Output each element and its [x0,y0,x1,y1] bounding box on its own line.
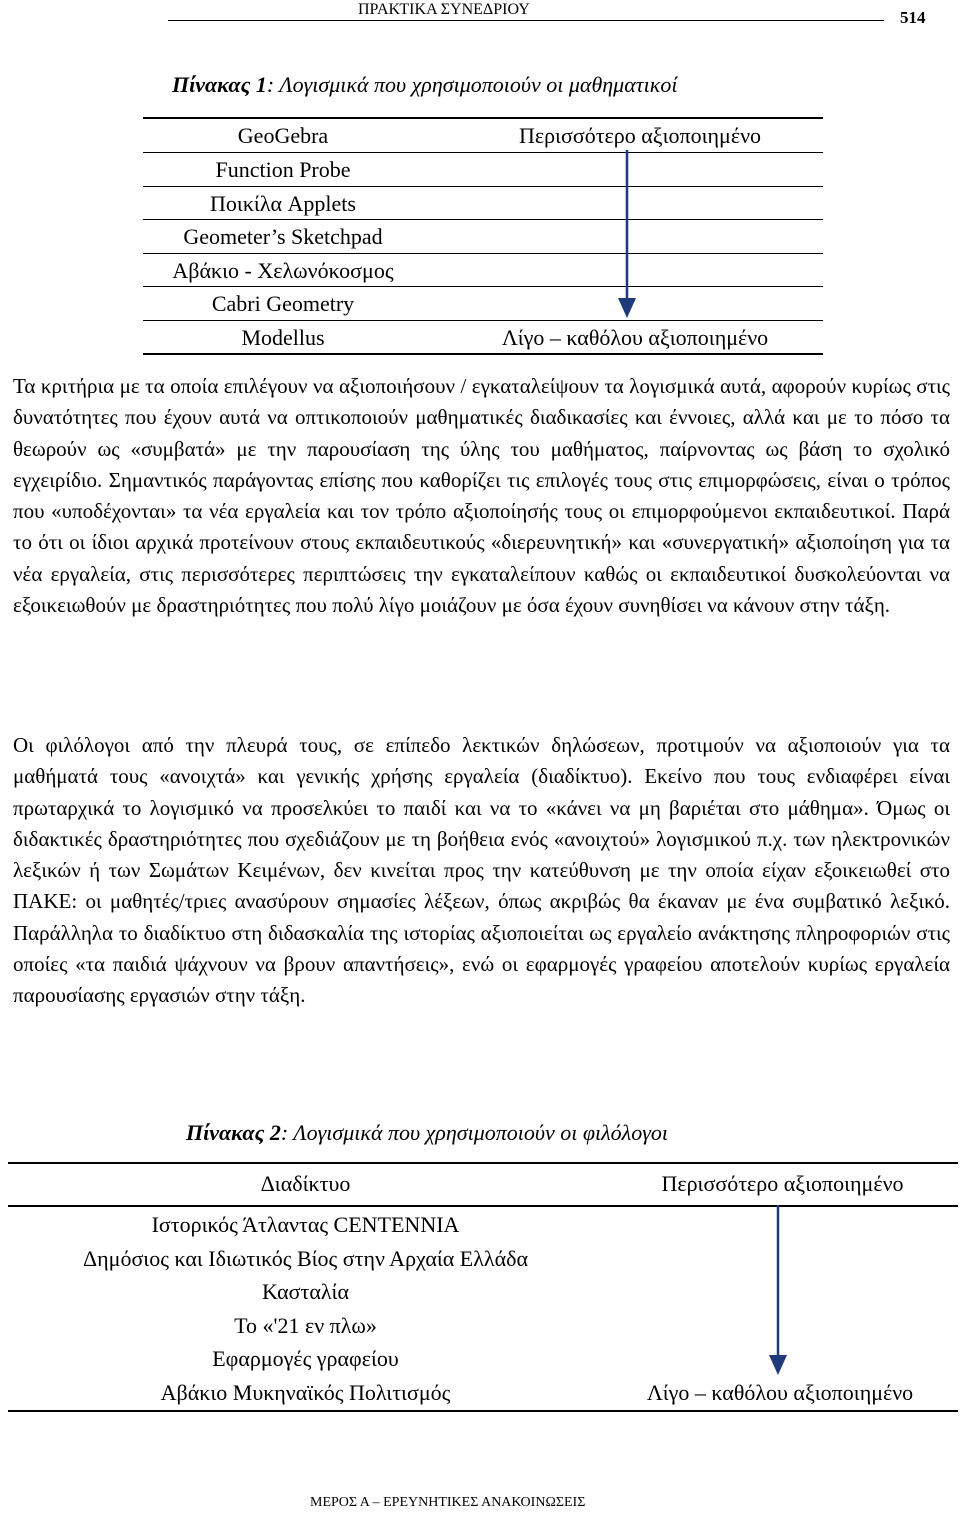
header-rule [168,20,884,21]
table1-caption-text: : Λογισμικά που χρησιμοποιούν οι μαθηματικοί [266,72,678,97]
table2-caption-label: Πίνακας 2 [186,1120,281,1145]
table2-top-rule [8,1162,958,1164]
table1-row: GeoGebra [237,123,329,148]
running-footer: ΜΕΡΟΣ Α – ΕΡΕΥΝΗΤΙΚΕΣ ΑΝΑΚΟΙΝΩΣΕΙΣ [310,1495,586,1510]
table1-down-arrow [615,150,639,320]
table2-caption-text: : Λογισμικά που χρησιμοποιούν οι φιλόλογοι [280,1120,668,1145]
table1-top-label: Περισσότερο αξιοποιημένο [518,123,762,148]
running-header-title: ΠΡΑΚΤΙΚΑ ΣΥΝΕΔΡΙΟΥ [358,1,530,18]
table1-caption-label: Πίνακας 1 [172,72,267,97]
table2-caption [186,1120,668,1146]
table2-row: Το «'21 εν πλω» [234,1313,377,1338]
arrow-head [769,1355,787,1375]
table1-row: Cabri Geometry [211,291,355,316]
table1-row: Ποικίλα Applets [210,191,356,216]
table2-bottom-rule [8,1410,958,1412]
table2-rule [8,1205,958,1207]
table2-bottom-label: Λίγο – καθόλου αξιοποιημένο [646,1380,914,1405]
table1-rule [143,152,823,153]
table1-row: Modellus [241,325,325,350]
table2-row: Αβάκιο Μυκηναϊκός Πολιτισμός [160,1380,451,1405]
table1-rule [143,186,823,187]
table2-row: Δημόσιος και Ιδιωτικός Βίος στην Αρχαία Ελλάδα [83,1246,528,1271]
table1-row: Function Probe [215,157,351,182]
paragraph-1: Τα κριτήρια με τα οποία επιλέγουν να αξιοποιήσουν / εγκαταλείψουν τα λογισμικά αυτά, αφορούν κυρίως στις δυνατότητες που έχουν αυτά να οπτικοποιούν μαθηματικές διαδικασίες και έννοιες, αλλά και με το πόσο τα θεωρούν ως «συμβατά» με την παρουσίαση της ύλης του μαθήματος, παίρνοντας ως βάση το σχολικό εγχειρίδιο. Σημαντικός παράγοντας επίσης που καθορίζει τις επιλογές τους στις επιμορφώσεις, είναι ο τρόπος που «υποδέχονται» τα νέα εργαλεία και τον τρόπο αξιοποίησής τους οι επιμορφούμενοι εκπαιδευτικοί. Παρά το ότι οι ίδιοι αρχικά προτείνουν στους εκπαιδευτικούς «διερευνητική» και «συνεργατική» αξιοποίηση για τα νέα εργαλεία, στις περισσότερες περιπτώσεις την εγκαταλείπουν καθώς οι εκπαιδευτικοί δυσκολεύονται να εξοικειωθούν με δραστηριότητες που πολύ λίγο μοιάζουν με όσα έχουν συνηθίσει να κάνουν στην τάξη. [13,374,950,618]
table1-row: Geometer’s Sketchpad [183,224,383,249]
table2-down-arrow [766,1205,790,1377]
table1-bottom-label: Λίγο – καθόλου αξιοποιημένο [501,325,769,350]
table1-rule [143,219,823,220]
table2-top-label: Περισσότερο αξιοποιημένο [661,1171,904,1196]
table1-rule [143,253,823,254]
page-number: 514 [900,8,926,27]
table2-row: Διαδίκτυο [260,1171,351,1196]
table1-rule [143,286,823,287]
table1-rule [143,320,823,321]
table2-row: Εφαρμογές γραφείου [212,1346,399,1371]
table2-row: Κασταλία [262,1279,349,1304]
table1-row: Αβάκιο - Χελωνόκοσμος [172,258,394,283]
arrow-head [618,298,636,318]
paragraph-2: Οι φιλόλογοι από την πλευρά τους, σε επίπεδο λεκτικών δηλώσεων, προτιμούν να αξιοποιούν για τα μαθήματά τους «ανοιχτά» και γενικής χρήσης εργαλεία (διαδίκτυο). Εκείνο που τους ενδιαφέρει είναι πρωταρχικά το λογισμικό να προσελκύει το παιδί και να το «κάνει να μη βαριέται στο μάθημα». Όμως οι διδακτικές δραστηριότητες που σχεδιάζουν με τη βοήθεια ενός «ανοιχτού» λογισμικού π.χ. των ηλεκτρονικών λεξικών ή των Σωμάτων Κειμένων, δεν κινείται προς την κατεύθυνση με την οποία είχαν εξοικειωθεί στο ΠΑΚΕ: οι μαθητές/τριες ανασύρουν σημασίες λέξεων, όπως ακριβώς θα έκαναν με ένα συμβατικό λεξικό. Παράλληλα το διαδίκτυο στη διδασκαλία της ιστορίας αξιοποιείται ως εργαλείο ανάκτησης πληροφοριών στις οποίες «τα παιδιά ψάχνουν να βρουν απαντήσεις», ενώ οι εφαρμογές γραφείου αποτελούν κυρίως εργαλεία παρουσίασης εργασιών στην τάξη. [13,733,950,1008]
table1-caption [172,72,677,98]
table1-bottom-rule [143,353,823,355]
table1-top-rule [143,117,823,119]
table2-row: Ιστορικός Άτλαντας CENTENNIA [151,1212,460,1237]
